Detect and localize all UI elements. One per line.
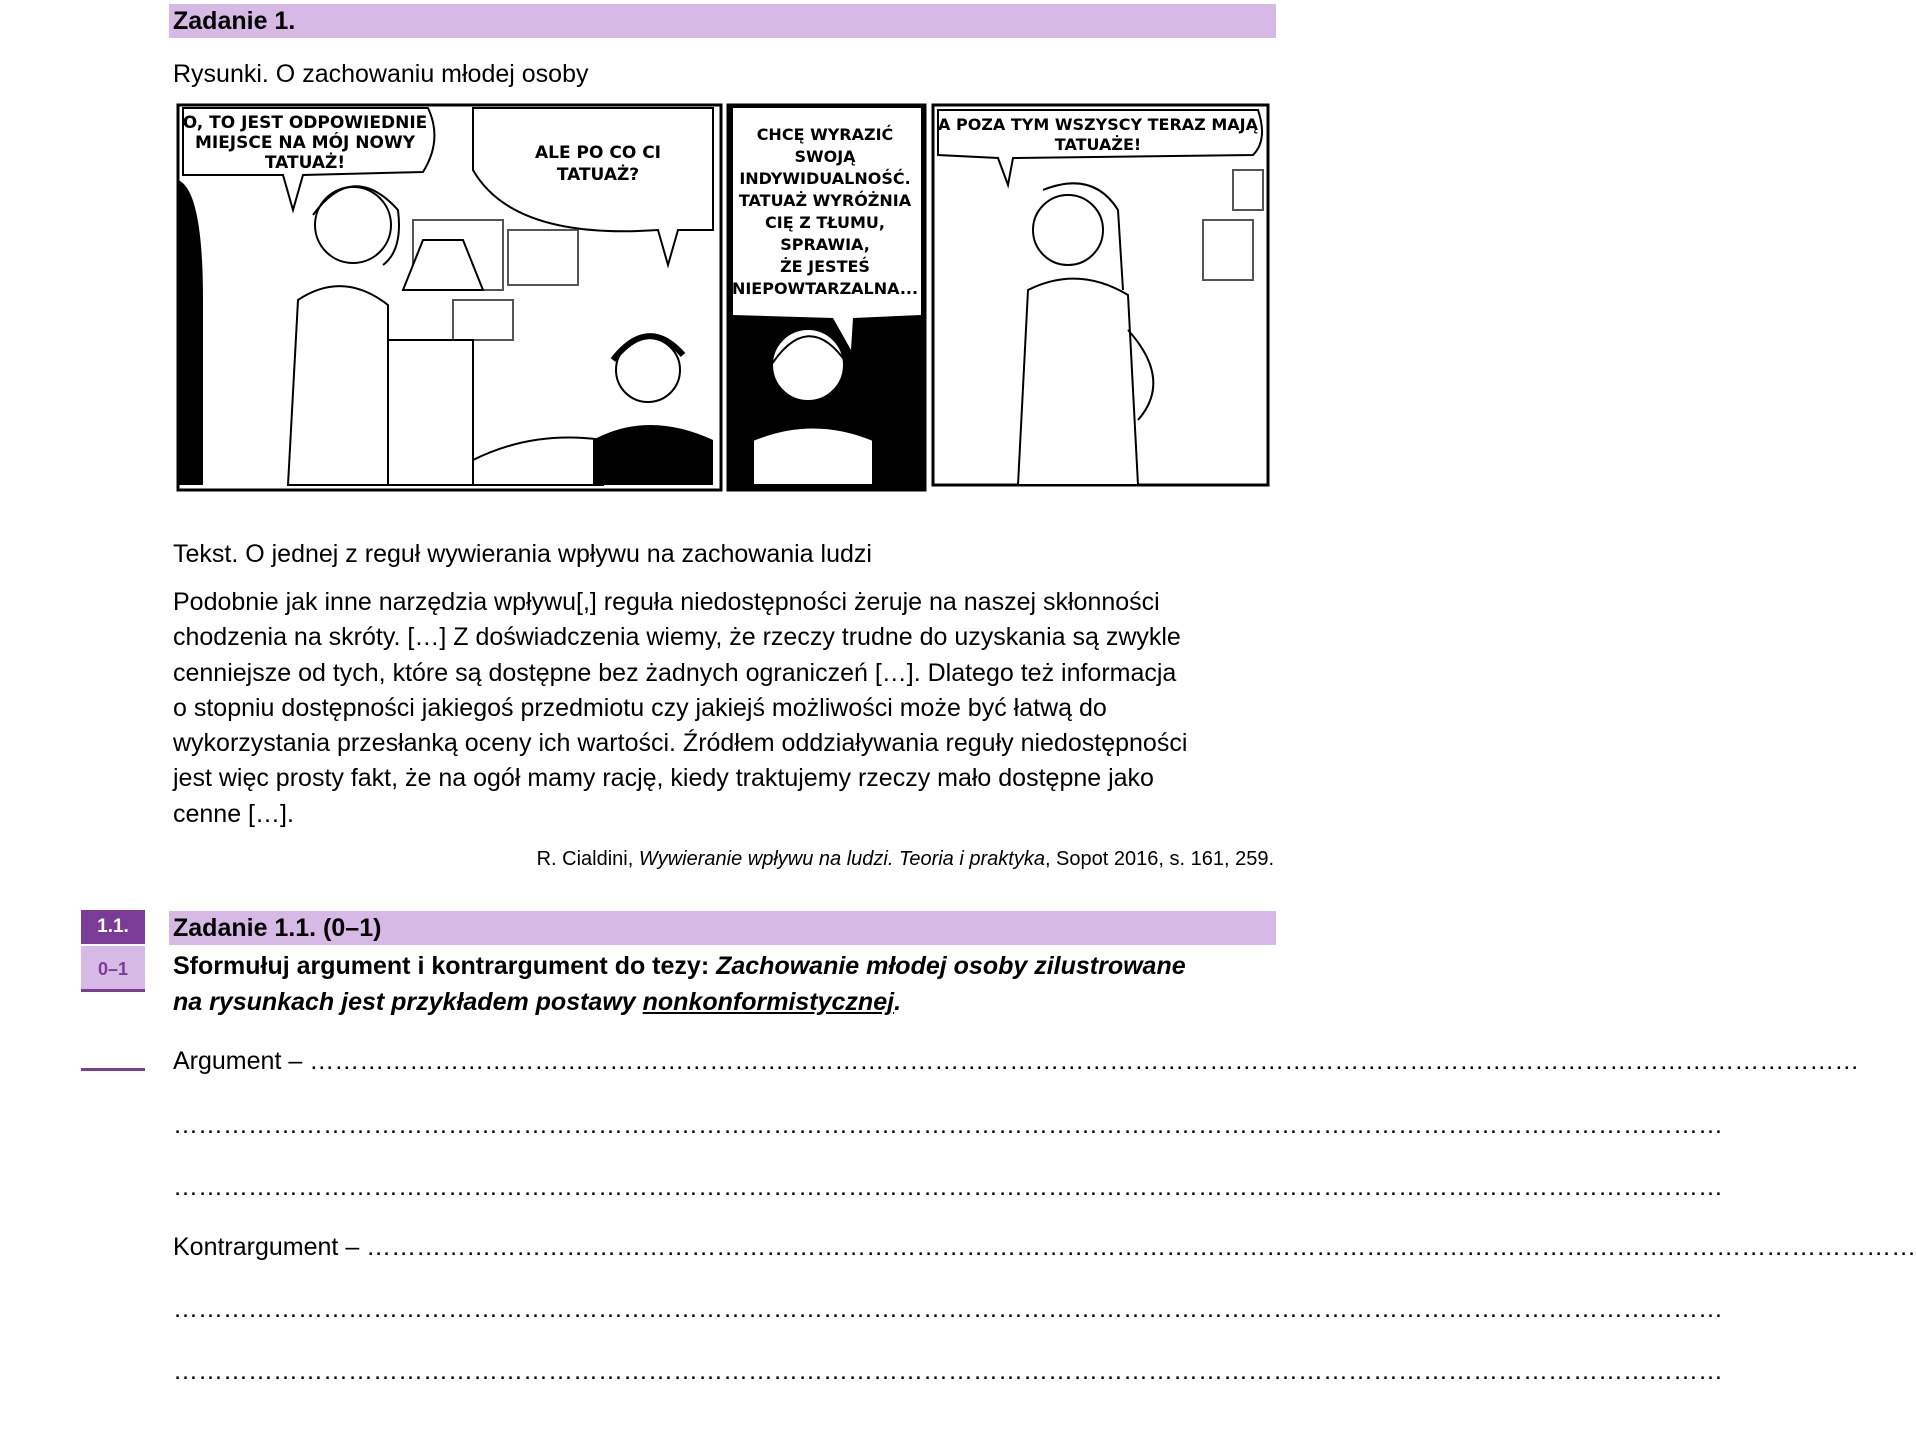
bubble-text: TATUAŻ? [556, 165, 640, 185]
comic-panel-1 [178, 105, 721, 490]
subtask-number-badge: 1.1. [81, 910, 145, 944]
text-line: chodzenia na skróty. […] Z doświadczenia wiemy, że rzeczy trudne do uzyskania są zwykle [173, 623, 1181, 652]
quoted-text [173, 585, 1283, 832]
answer-line[interactable] [173, 1110, 1723, 1140]
text-line: cenniejsze od tych, które są dostępne bez żadnych ograniczeń […]. Dlatego też informacja [173, 658, 1177, 687]
source-book-title: Wywieranie wpływu na ludzi. Teoria i praktyka [638, 848, 1045, 870]
score-line [81, 1068, 145, 1071]
comic-panel-2 [728, 105, 925, 490]
bubble-text: ALE PO CO CI [535, 143, 661, 163]
comic-panel-3 [933, 105, 1268, 485]
counterargument-line[interactable] [173, 1232, 1916, 1262]
answer-dots: …………………………………………………………………………………………………………………………………………………………………… [173, 1111, 1723, 1139]
source-citation [537, 846, 1274, 872]
bubble-text: A POZA TYM WSZYSCY TERAZ MAJĄ [938, 115, 1258, 134]
bubble-text: TATUAŻ WYRÓŻNIA [738, 191, 912, 210]
source-details: , Sopot 2016, s. 161, 259. [1044, 848, 1274, 870]
bubble-text: CIĘ Z TŁUMU, [765, 213, 885, 232]
text-line: o stopniu dostępności jakiegoś przedmiotu czy jakiejś możliwości może być łatwą do [173, 693, 1107, 722]
instruction-bold: Sformułuj argument i kontrargument do tezy: [173, 952, 717, 980]
bubble-text: NIEPOWTARZALNA... [731, 279, 919, 298]
comic-strip [173, 100, 1273, 498]
thesis-end: . [894, 988, 902, 1016]
text-line: cenne […]. [173, 799, 294, 828]
argument-label: Argument – [173, 1047, 310, 1075]
source-author: R. Cialdini, [536, 848, 639, 870]
answer-dots: …………………………………………………………………………………………………………………………………………………………………… [366, 1233, 1916, 1261]
answer-dots: …………………………………………………………………………………………………………………………………………………………………… [309, 1047, 1860, 1075]
answer-dots: …………………………………………………………………………………………………………………………………………………………………… [173, 1357, 1723, 1385]
argument-line[interactable] [173, 1046, 1860, 1076]
bubble-text: O, TO JEST ODPOWIEDNIE [182, 113, 428, 133]
bubble-text: TATUAŻE! [1054, 135, 1142, 154]
text-line: jest więc prosty fakt, że na ogół mamy rację, kiedy traktujemy rzeczy mało dostępne jako [173, 764, 1154, 793]
answer-line[interactable] [173, 1172, 1723, 1202]
instruction [173, 948, 1283, 1020]
bubble-text: SPRAWIA, [780, 235, 870, 254]
thesis-line-2: na rysunkach jest przykładem postawy [173, 988, 643, 1016]
bubble-text: MIEJSCE NA MÓJ NOWY [194, 133, 416, 153]
bubble-text: TATUAŻ! [264, 153, 346, 173]
bubble-text: SWOJĄ [794, 147, 856, 166]
drawings-title: Rysunki. O zachowaniu młodej osoby [173, 60, 589, 88]
thesis-line-1: Zachowanie młodej osoby zilustrowane [716, 952, 1186, 980]
subtask-heading: Zadanie 1.1. (0–1) [169, 911, 1276, 945]
thesis-underlined: nonkonformistycznej [642, 988, 895, 1016]
counterargument-label: Kontrargument – [173, 1233, 367, 1261]
bubble-text: CHCĘ WYRAZIĆ [756, 125, 894, 144]
bubble-text: ŻE JESTEŚ [780, 257, 870, 276]
answer-line[interactable] [173, 1294, 1723, 1324]
text-line: wykorzystania przesłanką oceny ich wartości. Źródłem oddziaływania reguły niedostępności [173, 729, 1188, 758]
text-title: Tekst. O jednej z reguł wywierania wpływu na zachowania ludzi [173, 540, 872, 568]
answer-dots: …………………………………………………………………………………………………………………………………………………………………… [173, 1295, 1723, 1323]
subtask-points-badge: 0–1 [81, 946, 145, 992]
text-line: Podobnie jak inne narzędzia wpływu[,] reguła niedostępności żeruje na naszej skłonności [173, 588, 1160, 616]
bubble-text: INDYWIDUALNOŚĆ. [739, 169, 911, 188]
answer-line[interactable] [173, 1356, 1723, 1386]
task-heading: Zadanie 1. [169, 4, 1276, 38]
answer-dots: …………………………………………………………………………………………………………………………………………………………………… [173, 1173, 1723, 1201]
